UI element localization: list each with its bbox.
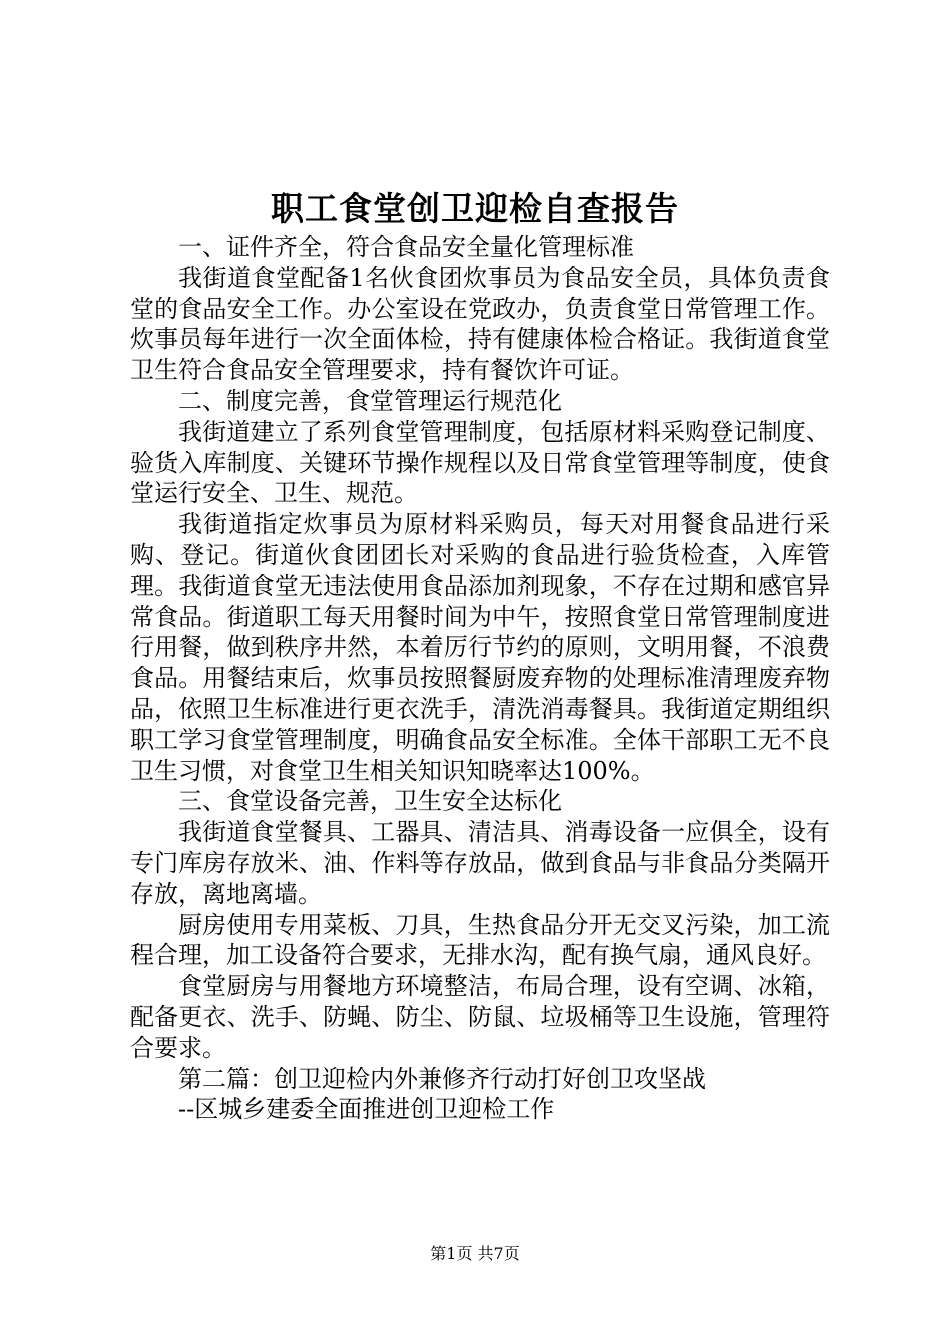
paragraph: 我街道食堂餐具、工器具、清洁具、消毒设备一应俱全，设有专门库房存放米、油、作料等存放品，做到食品与非食品分类隔开存放，离地离墙。 (130, 818, 830, 908)
paragraph: 我街道建立了系列食堂管理制度，包括原材料采购登记制度、验货入库制度、关键环节操作规程以及日常食堂管理等制度，使食堂运行安全、卫生、规范。 (130, 417, 830, 508)
paragraph: 厨房使用专用菜板、刀具，生热食品分开无交叉污染，加工流程合理，加工设备符合要求，无排水沟，配有换气扇，通风良好。 (130, 910, 830, 970)
part-two-subheading: --区城乡建委全面推进创卫迎检工作 (178, 1095, 555, 1124)
document-body (130, 232, 830, 1125)
section-heading-2: 二、制度完善，食堂管理运行规范化 (178, 386, 562, 415)
paragraph: 我街道食堂配备1名伙食团炊事员为食品安全员，具体负责食堂的食品安全工作。办公室设在党政办，负责食堂日常管理工作。炊事员每年进行一次全面体检，持有健康体检合格证。我街道食堂卫生符合食品安全管理要求，持有餐饮许可证。 (130, 263, 830, 385)
part-two-heading: 第二篇：创卫迎检内外兼修齐行动打好创卫攻坚战 (178, 1064, 706, 1093)
paragraph: 我街道指定炊事员为原材料采购员，每天对用餐食品进行采购、登记。街道伙食团团长对采购的食品进行验货检查，入库管理。我街道食堂无违法使用食品添加剂现象，不存在过期和感官异常食品。街道职工每天用餐时间为中午，按照食堂日常管理制度进行用餐，做到秩序井然，本着厉行节约的原则，文明用餐，不浪费食品。用餐结束后，炊事员按照餐厨废弃物的处理标准清理废弃物品，依照卫生标准进行更衣洗手，清洗消毒餐具。我街道定期组织职工学习食堂管理制度，明确食品安全标准。全体干部职工无不良卫生习惯，对食堂卫生相关知识知晓率达100%。 (130, 510, 830, 785)
page-footer: 第1页 共7页 (430, 1244, 520, 1263)
section-heading-1: 一、证件齐全，符合食品安全量化管理标准 (178, 233, 634, 261)
section-heading-3: 三、食堂设备完善，卫生安全达标化 (178, 787, 562, 816)
document-title: 职工食堂创卫迎检自查报告 (271, 189, 679, 228)
paragraph: 食堂厨房与用餐地方环境整洁，布局合理，设有空调、冰箱，配备更衣、洗手、防蝇、防尘、防鼠、垃圾桶等卫生设施，管理符合要求。 (130, 972, 830, 1062)
